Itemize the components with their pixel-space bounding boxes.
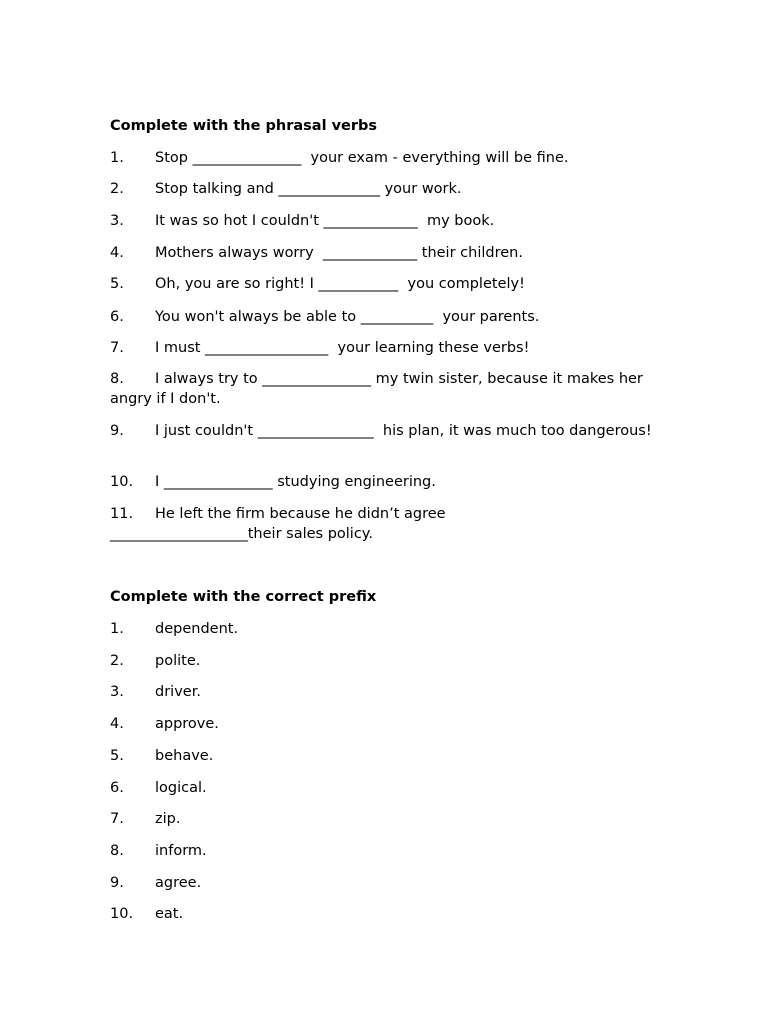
exercise-item [110, 243, 670, 263]
item-text: zip. [155, 811, 181, 827]
item-number: 8. [110, 371, 124, 387]
item-text: approve. [155, 716, 219, 732]
item-text: I just couldn't ________________ his plan, it was much too dangerous! [155, 423, 652, 439]
item-text: inform. [155, 843, 207, 859]
item-number: 1. [110, 150, 124, 166]
item-text: I must _________________ your learning these verbs! [155, 340, 530, 356]
section-title-phrasal-verbs: Complete with the phrasal verbs [110, 118, 378, 134]
item-text: Stop _______________ your exam - everything will be fine. [155, 150, 569, 166]
exercise-item [110, 148, 670, 168]
exercise-item [110, 619, 670, 639]
item-number: 7. [110, 811, 124, 827]
exercise-item [110, 472, 670, 492]
exercise-item [110, 651, 670, 671]
item-text: Stop talking and ______________ your work. [155, 181, 462, 197]
item-number: 3. [110, 684, 124, 700]
exercise-item [110, 338, 670, 358]
item-number: 6. [110, 309, 124, 325]
item-text: agree. [155, 875, 202, 891]
item-number: 4. [110, 245, 124, 261]
item-text: logical. [155, 780, 207, 796]
item-number: 10. [110, 906, 134, 922]
exercise-item [110, 714, 670, 734]
exercise-item [110, 369, 670, 409]
item-number: 10. [110, 474, 134, 490]
item-number: 5. [110, 276, 124, 292]
item-number: 1. [110, 621, 124, 637]
exercise-item [110, 211, 670, 231]
item-number: 2. [110, 653, 124, 669]
item-number: 4. [110, 716, 124, 732]
exercise-item [110, 904, 670, 924]
item-text: eat. [155, 906, 184, 922]
item-number: 11. [110, 506, 134, 522]
exercise-item [110, 778, 670, 798]
item-text: Mothers always worry _____________ their children. [155, 245, 523, 261]
section-title-prefix: Complete with the correct prefix [110, 589, 377, 605]
exercise-item [110, 274, 670, 294]
item-number: 8. [110, 843, 124, 859]
item-text: Oh, you are so right! I ___________ you completely! [155, 276, 525, 292]
exercise-item [110, 421, 670, 441]
exercise-item [110, 504, 580, 544]
exercise-item [110, 841, 670, 861]
exercise-item [110, 746, 670, 766]
item-number: 2. [110, 181, 124, 197]
item-text: I _______________ studying engineering. [155, 474, 436, 490]
item-text: He left the firm because he didn’t agree ___________________their sales policy. [110, 506, 451, 542]
item-number: 7. [110, 340, 124, 356]
item-number: 9. [110, 875, 124, 891]
item-number: 3. [110, 213, 124, 229]
item-text: It was so hot I couldn't _____________ my book. [155, 213, 495, 229]
exercise-item [110, 307, 670, 327]
exercise-item [110, 179, 670, 199]
item-number: 5. [110, 748, 124, 764]
exercise-item [110, 873, 670, 893]
item-number: 9. [110, 423, 124, 439]
item-text: driver. [155, 684, 201, 700]
item-text: behave. [155, 748, 214, 764]
item-text: I always try to _______________ my twin sister, because it makes her angry if I don't. [110, 371, 648, 407]
exercise-item [110, 809, 670, 829]
item-text: You won't always be able to __________ your parents. [155, 309, 540, 325]
item-text: polite. [155, 653, 201, 669]
exercise-item [110, 682, 670, 702]
item-number: 6. [110, 780, 124, 796]
item-text: dependent. [155, 621, 239, 637]
